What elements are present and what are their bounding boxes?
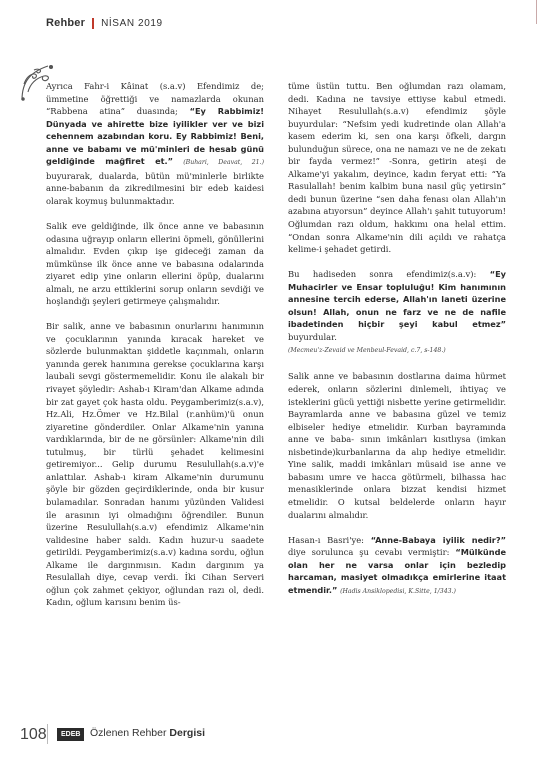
body-text: tüme üstün tuttu. Ben oğlumdan razı olamam, dedi. Kadına ne tavsiye ettiyse kabul etmedi. Nihayet Resulullah(s.a.v) efendimiz şöyle buyurdular: “Nefsim yedi kudretinde olan Allah'a kasem ederim ki, sen ona karşı öfkeli, dargın bulunduğun sürece, ona ne namazı ve ne de zekatı bir fayda vermez!” -Sonra, getirin ateşi de Alkame'yi yakalım, deyince, kadın feryat etti: “Ya Rasulallah! benim kalbim buna nasıl güç yetirsin” dedi bunun üzerine “sen daha fenası olan Allah'ın azabına atıyorsun” deyince Allah'ı şahit tutuyorum! Oğlumdan razı oldum, hakkımı ona helal ettim. “Ondan sonra Alkame'nin dili açıldı ve rahatça kelime-i şehadet getirdi.	[288, 81, 506, 255]
page-number: 108	[20, 726, 47, 743]
source-citation: (Mecmeu'z-Zevaid ve Menbeul-Fevaid, c.7, s-148.)	[288, 347, 446, 355]
footer-divider	[47, 724, 48, 744]
paragraph	[288, 370, 506, 521]
page-header	[46, 14, 163, 32]
source-citation: (Hadis Ansiklopedisi, K.Sitte, 1/343.)	[340, 587, 456, 595]
quote-text: “Ey Muhacirler ve Ensar topluluğu! Kim hanımının annesine tercih ederse, Allah'ın laneti üzerine olsun! Allah, onun ne farz ve ne de nafile ibadetinden hiçbir şeyi kabul etmez”	[288, 269, 506, 330]
body-text: Bir salik, anne ve babasının onurlarını hanımının ve çocuklarının yanında kıracak hareket ve sözlerde bulunmaktan şiddetle kaçınmalı, onların yanında gerek hanımına gerekse çocuklarına karşı laubali sevgi göstermemelidir. Konu ile alakalı bir rivayet şöyledir: Ashab-ı Kiram'dan Alkame adında bir zat gayet çok hasta oldu. Peygamberimiz(s.a.v), Hz.Ali, Hz.Ömer ve Hz.Bilal (r.anhüm)'ü onun ziyaretine gönderdiler. Onlar Alkame'nin yanına vardıklarında, bir de ne görsünler: Alkame'nin dili tutulmuş, bir türlü şehadet kelimesini getiremiyor... Gelip durumu Resulullah(s.a.v)'e anlattılar. Ashab-ı kiram Alkame'nin durumunu şöyle bir gözden geçirdiklerinde, onda bir kusur bulamadılar. Sonradan hanımı yüzünden Validesi ile arasının iyi olmadığını öğrendiler. Bunun üzerine Resulullah(s.a.v) efendimiz Alkame'nin validesine haber saldı. Kadın huzur-u saadete getirildi. Peygamberimiz(s.a.v) kadına sordu, oğlun Alkame ile dargınmısın. Kadın dargınım ya Resulallah diye, cevap verdi. İki Cihan Serveri oğlun çok zahmet çekiyor, oğlundan razı ol, dedi. Kadın, oğlum karısını benim üs-	[46, 321, 264, 608]
page-footer	[0, 718, 553, 752]
body-text: buyurdular.	[288, 331, 337, 342]
quote-text: “Anne-Babaya iyilik nedir?”	[370, 534, 506, 545]
magazine-name-light: Özlenen Rehber	[90, 727, 167, 739]
quote-text: “Ey Rabbimiz! Dünyada ve ahirette bize iyilikler ver ve bizi cehennem azabından koru. Ey Rabbimiz! Beni, anne ve babamı ve mü'minleri de hesab günü geldiğinde mağfiret et.”	[46, 106, 264, 167]
paragraph	[46, 320, 264, 609]
section-tag: EDEB	[57, 728, 84, 741]
article-column-right	[288, 80, 506, 611]
paragraph	[288, 534, 506, 599]
body-text: Ayrıca Fahr-i Kâinat (s.a.v) Efendimiz de; ümmetine öğrettiği ve namazlarda okunan “Rabbena atina” duasında;	[46, 81, 264, 117]
body-text: buyurarak, dualarda, bütün mü'minlerle birlikte anne-babanın da zikredilmesini bir edeb kaidesi olarak koymuş bulunmaktadır.	[46, 170, 264, 206]
page-edge-line	[536, 0, 537, 24]
magazine-brand: Rehber	[46, 17, 86, 29]
body-text: Bu hadiseden sonra efendimiz(s.a.v):	[288, 269, 490, 280]
paragraph	[288, 268, 506, 358]
article-column-left	[46, 80, 264, 621]
header-separator	[92, 18, 94, 29]
body-text: Salik eve geldiğinde, ilk önce anne ve babasının odasına uğrayıp onların ellerini öpmeli, gönüllerini almalıdır. Evden çıkıp işe gideceği zaman da mümkünse ilk önce anne ve babasına odalarında ziyaret edip yine onların ellerini öpüp, dualarını almalı, ne arzu ettiklerini sorup onların sevdiği ve hoşlandığı şeyleri getirmeye çalışmalıdır.	[46, 220, 264, 307]
body-text	[173, 156, 183, 166]
quote-text: “Mülkünde olan her ne varsa onlar için bezledip harcaman, masiyet olmadıkça emirlerine itaat etmendir.”	[288, 547, 506, 595]
body-text: Hasan-ı Basri'ye:	[288, 534, 371, 545]
magazine-name-bold: Dergisi	[169, 727, 205, 739]
magazine-name	[90, 727, 205, 739]
source-citation: (Buhari, Deavat, 21.)	[183, 159, 264, 167]
issue-date: NİSAN 2019	[101, 17, 163, 29]
paragraph	[46, 80, 264, 207]
body-text: Salik anne ve babasının dostlarına daima hürmet ederek, onların sözlerini dinlemeli, ihtiyaç ve isteklerini gücü yettiği nisbette yerine getirmelidir. Bayramlarda anne ve babasına güzel ve temiz elbiseler hediye etmelidir. Kurban bayramında anne ve baba- sının imkânları kısıtlıysa (imkan nisbetinde)kurbanlarına da alıp hediye etmelidir. Yine salik, maddi imkânları müsaid ise anne ve babasını umre ve hacca götürmeli, bilhassa hac menasiklerinde onlara bizzat kendisi hizmet etmelidir. O kutsal beldelerde onların hayır dualarını almalıdır.	[288, 371, 506, 520]
paragraph	[46, 220, 264, 308]
paragraph	[288, 80, 506, 256]
body-text: diye sorulunca şu cevabı vermiştir:	[288, 547, 456, 558]
